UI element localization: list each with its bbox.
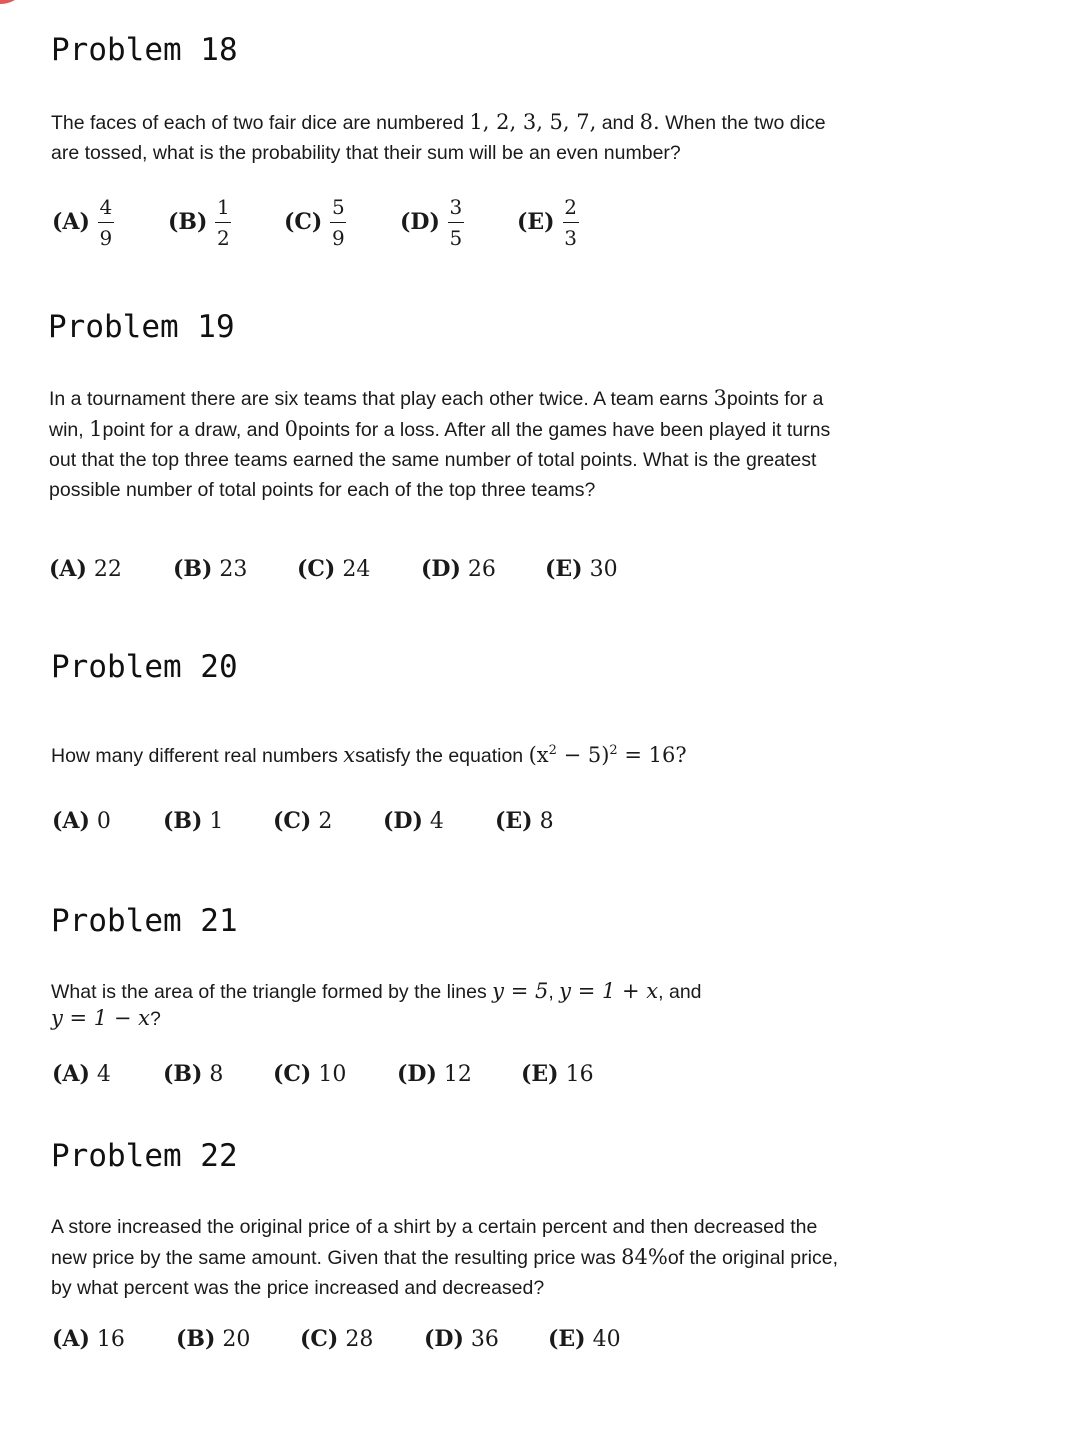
problem-20-choices [52, 806, 585, 837]
choice-value: 30 [589, 557, 618, 582]
choice[interactable] [545, 554, 645, 585]
numerator: 1 [217, 194, 230, 219]
corner-mark [0, 0, 30, 4]
choice[interactable] [52, 196, 168, 249]
problem-21-title: Problem 21 [51, 903, 238, 939]
choice-label: (E) [517, 209, 555, 235]
choice-label: (E) [548, 1326, 586, 1352]
choice[interactable] [168, 196, 284, 249]
choice[interactable] [284, 196, 400, 249]
choice[interactable] [397, 1059, 521, 1090]
choice-value: 22 [93, 557, 122, 582]
choice-value: 1 [209, 809, 224, 834]
choice-label: (E) [495, 808, 533, 834]
choice-label: (B) [163, 808, 203, 834]
choice[interactable] [52, 1059, 163, 1090]
choice-value: 26 [467, 557, 496, 582]
problem-21-text: What is the area of the triangle formed by the lines y = 5, y = 1 + x, and y = 1 − x? [51, 979, 702, 1030]
choice[interactable] [521, 1059, 621, 1090]
choice-value: 16 [565, 1062, 594, 1087]
choice-value: 0 [96, 809, 111, 834]
choice-label: (B) [163, 1061, 203, 1087]
denominator: 5 [449, 225, 463, 250]
choice-value: 23 [219, 557, 248, 582]
choice-value: 36 [470, 1327, 499, 1352]
problem-20-title: Problem 20 [51, 649, 238, 685]
choice[interactable] [52, 806, 163, 837]
choice-label: (C) [273, 808, 312, 834]
denominator: 3 [564, 225, 577, 250]
fraction [330, 196, 346, 249]
fraction [98, 196, 114, 249]
problem-19-title: Problem 19 [48, 309, 235, 345]
choice[interactable] [163, 1059, 273, 1090]
choice-label: (D) [397, 1061, 437, 1087]
problem-22-title: Problem 22 [51, 1138, 238, 1174]
problem-22-choices [52, 1324, 648, 1355]
choice-value: 4 [429, 809, 444, 834]
choice[interactable] [495, 806, 585, 837]
choice-value: 40 [592, 1327, 621, 1352]
choice-value: 4 [96, 1062, 111, 1087]
problem-18-title: Problem 18 [51, 32, 238, 68]
fraction [448, 196, 464, 249]
fraction [563, 196, 579, 249]
denominator: 9 [331, 225, 345, 250]
choice-value: 20 [222, 1327, 251, 1352]
choice[interactable] [548, 1324, 648, 1355]
problem-18-choices [52, 190, 617, 254]
choice[interactable] [421, 554, 545, 585]
choice-value: 24 [342, 557, 371, 582]
choice[interactable] [383, 806, 495, 837]
choice-label: (D) [421, 556, 461, 582]
choice[interactable] [300, 1324, 424, 1355]
choice-label: (C) [284, 209, 323, 235]
choice[interactable] [517, 196, 617, 249]
choice[interactable] [173, 554, 297, 585]
denominator: 2 [217, 225, 230, 250]
choice[interactable] [273, 1059, 397, 1090]
problem-22-text: A store increased the original price of a shirt by a certain percent and then decreased the new price by the same amount. Given that the resulting price was 84%of the original price, by what percent was the price increased and decreased? [51, 1216, 838, 1299]
choice-value: 16 [96, 1327, 125, 1352]
choice[interactable] [52, 1324, 176, 1355]
problem-20-text: How many different real numbers xsatisfy the equation $(x^2 - 5)^2 = 16$? [51, 743, 687, 767]
choice-label: (D) [424, 1326, 464, 1352]
denominator: 9 [99, 225, 113, 250]
problem-21-choices [52, 1059, 621, 1090]
choice-label: (A) [52, 209, 90, 235]
choice-label: (E) [545, 556, 583, 582]
choice-label: (A) [52, 1061, 90, 1087]
choice-label: (C) [300, 1326, 339, 1352]
choice-value: 8 [209, 1062, 224, 1087]
choice-value: 2 [318, 809, 333, 834]
choice[interactable] [400, 196, 517, 249]
choice[interactable] [297, 554, 421, 585]
choice-value: 8 [539, 809, 554, 834]
choice-label: (D) [400, 209, 440, 235]
numerator: 5 [331, 194, 345, 219]
choice[interactable] [424, 1324, 548, 1355]
choice-value: 12 [443, 1062, 472, 1087]
choice-label: (A) [52, 1326, 90, 1352]
choice[interactable] [176, 1324, 300, 1355]
problem-18-text: The faces of each of two fair dice are numbered 1, 2, 3, 5, 7, and 8. When the two dice are tossed, what is the probability that their sum will be an even number? [51, 110, 826, 164]
numerator: 4 [99, 194, 113, 219]
choice-label: (D) [383, 808, 423, 834]
choice[interactable] [49, 554, 173, 585]
choice-label: (E) [521, 1061, 559, 1087]
choice-label: (B) [173, 556, 213, 582]
choice-label: (A) [52, 808, 90, 834]
problem-19-choices [49, 554, 645, 585]
choice[interactable] [163, 806, 273, 837]
choice[interactable] [273, 806, 383, 837]
choice-label: (A) [49, 556, 87, 582]
choice-label: (B) [176, 1326, 216, 1352]
problem-19-text: In a tournament there are six teams that play each other twice. A team earns 3points for a win, 1point for a draw, and 0points for a loss. After all the games have been played it turns out that the top three teams earned the same number of total points. What is the greatest possible number of total points for each of the top three teams? [49, 386, 831, 501]
fraction [215, 196, 231, 249]
numerator: 3 [449, 194, 463, 219]
choice-value: 10 [318, 1062, 347, 1087]
choice-value: 28 [345, 1327, 374, 1352]
choice-label: (B) [168, 209, 208, 235]
numerator: 2 [564, 194, 577, 219]
choice-label: (C) [297, 556, 336, 582]
choice-label: (C) [273, 1061, 312, 1087]
